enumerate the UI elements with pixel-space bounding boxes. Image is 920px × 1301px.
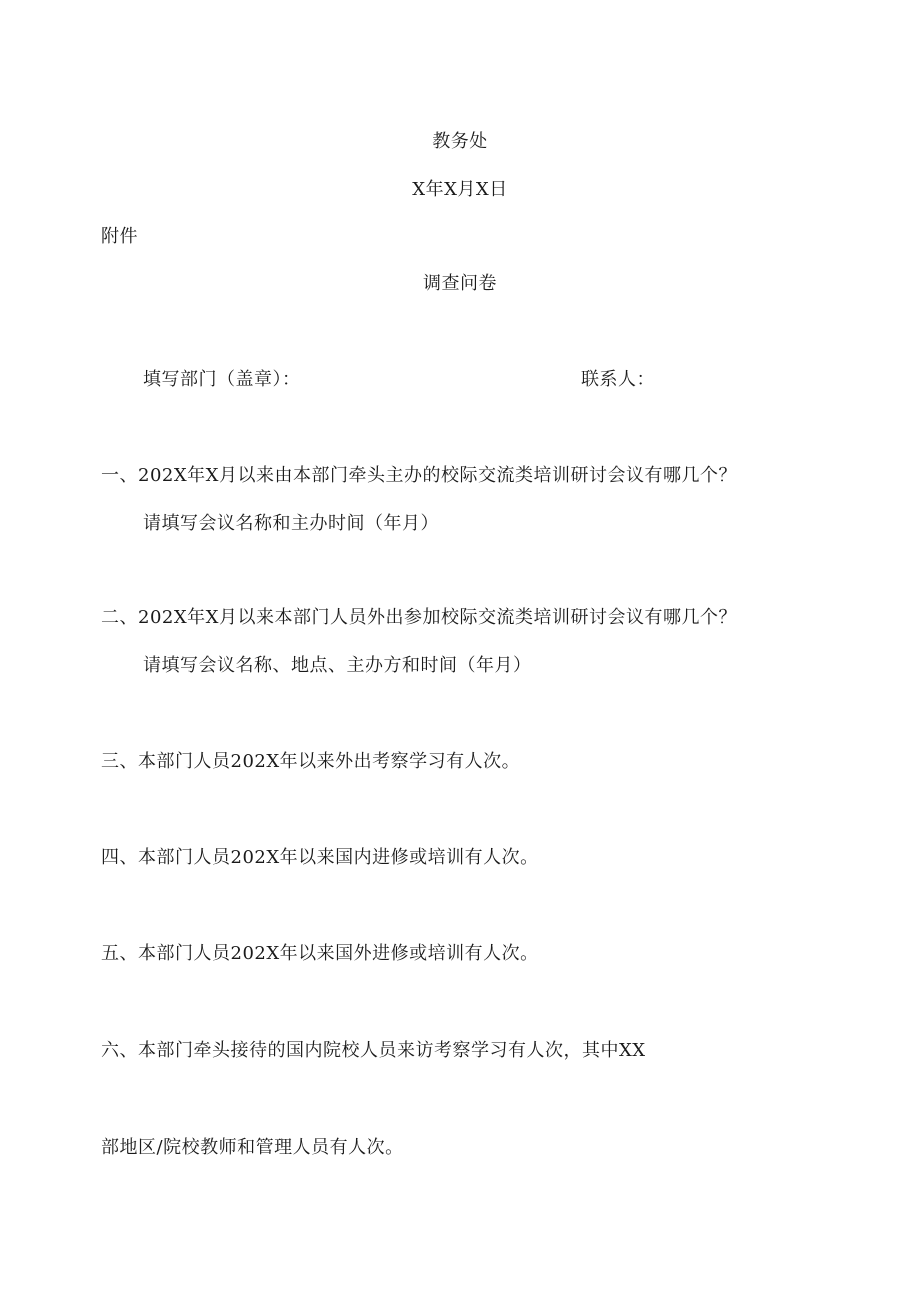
question-2-instruction: 请填写会议名称、地点、主办方和时间（年月） bbox=[143, 655, 532, 676]
department-field-label: 填写部门（盖章）： bbox=[143, 369, 301, 390]
question-1-instruction: 请填写会议名称和主办时间（年月） bbox=[143, 513, 439, 534]
question-1: 一、202X年X月以来由本部门牵头主办的校际交流类培训研讨会议有哪几个？ bbox=[101, 465, 737, 486]
issue-date: X年X月X日 bbox=[412, 179, 508, 200]
issuing-department: 教务处 bbox=[432, 131, 488, 152]
question-6-continuation: 部地区/院校教师和管理人员有人次。 bbox=[101, 1137, 404, 1158]
question-6: 六、本部门牵头接待的国内院校人员来访考察学习有人次，其中XX bbox=[101, 1040, 646, 1061]
question-4: 四、本部门人员202X年以来国内进修或培训有人次。 bbox=[101, 847, 539, 868]
contact-field-label: 联系人： bbox=[581, 369, 655, 390]
question-3: 三、本部门人员202X年以来外出考察学习有人次。 bbox=[101, 751, 521, 772]
page-title: 调查问卷 bbox=[423, 273, 497, 294]
question-2: 二、202X年X月以来本部门人员外出参加校际交流类培训研讨会议有哪几个？ bbox=[101, 607, 737, 628]
question-5: 五、本部门人员202X年以来国外进修或培训有人次。 bbox=[101, 943, 539, 964]
attachment-label: 附件 bbox=[101, 226, 138, 247]
